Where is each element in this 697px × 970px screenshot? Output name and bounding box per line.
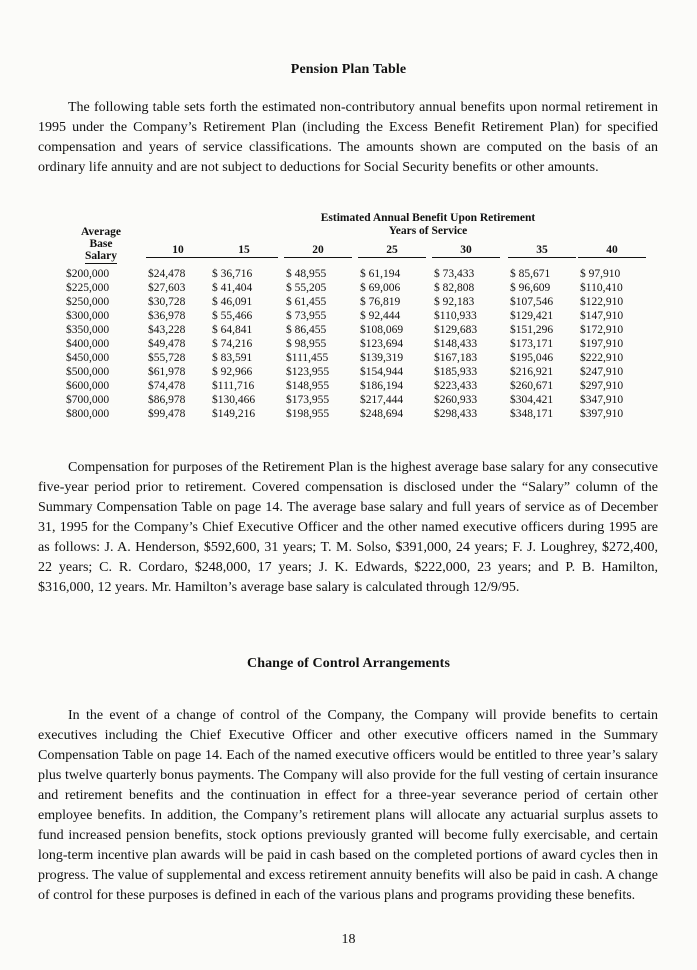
benefit-cell: $129,683: [434, 324, 478, 336]
benefit-cell: $260,671: [510, 380, 554, 392]
benefit-cell: $ 73,955: [286, 310, 327, 322]
salary-cell: $700,000: [66, 394, 110, 406]
benefit-cell: $ 41,404: [212, 282, 253, 294]
table-row: [38, 268, 660, 282]
benefit-cell: $ 97,910: [580, 268, 621, 280]
salary-cell: $450,000: [66, 352, 110, 364]
benefit-cell: $216,921: [510, 366, 554, 378]
years-column-header: 25: [358, 244, 426, 258]
benefit-cell: $24,478: [148, 268, 186, 280]
benefit-cell: $ 64,841: [212, 324, 253, 336]
benefit-cell: $ 92,444: [360, 310, 401, 322]
benefit-cell: $86,978: [148, 394, 186, 406]
benefit-cell: $ 92,966: [212, 366, 253, 378]
benefit-cell: $110,933: [434, 310, 477, 322]
benefit-cell: $61,978: [148, 366, 186, 378]
years-column-header: 30: [432, 244, 500, 258]
pension-intro-paragraph: The following table sets forth the estimated non-contributory annual benefits upon normal retirement in 1995 under the Company’s Retirement Plan (including the Excess Benefit Retirement Plan) for specified compensation and years of service classifications. The amounts shown are computed on the basis of an ordinary life annuity and are not subject to deductions for Social Security benefits or other amounts.: [38, 100, 658, 175]
salary-column-header: [66, 226, 136, 264]
benefit-cell: $151,296: [510, 324, 554, 336]
table-row: [38, 338, 660, 352]
benefit-cell: $49,478: [148, 338, 186, 350]
benefit-cell: $ 48,955: [286, 268, 327, 280]
table-row: [38, 296, 660, 310]
benefit-cell: $173,171: [510, 338, 554, 350]
salary-cell: $400,000: [66, 338, 110, 350]
benefit-cell: $ 61,194: [360, 268, 401, 280]
benefit-cell: $ 86,455: [286, 324, 327, 336]
benefit-cell: $ 83,591: [212, 352, 253, 364]
benefit-cell: $172,910: [580, 324, 624, 336]
benefit-cell: $ 55,205: [286, 282, 327, 294]
benefit-cell: $ 73,433: [434, 268, 475, 280]
table-row: [38, 394, 660, 408]
pension-plan-heading: Pension Plan Table: [290, 62, 407, 77]
table-row: [38, 310, 660, 324]
salary-cell: $300,000: [66, 310, 110, 322]
benefit-cell: $110,410: [580, 282, 623, 294]
benefit-cell: $149,216: [212, 408, 256, 420]
benefit-cell: $ 98,955: [286, 338, 327, 350]
benefit-cell: $ 55,466: [212, 310, 253, 322]
benefit-cell: $107,546: [510, 296, 554, 308]
table-row: [38, 282, 660, 296]
benefit-cell: $43,228: [148, 324, 186, 336]
salary-header-line: Salary: [85, 250, 117, 262]
benefit-cell: $397,910: [580, 408, 624, 420]
compensation-paragraph: Compensation for purposes of the Retirement Plan is the highest average base salary for any consecutive five-year period prior to retirement. Covered compensation is disclosed under the “Salary” column of the Summary Compensation Table on page 14. The average base salary and full years of service as of December 31, 1995 for the Company’s Chief Executive Officer and the other named executive officers during 1995 are as follows: J. A. Henderson, $592,600, 31 years; T. M. Solso, $391,000, 24 years; F. J. Loughrey, $272,400, 22 years; C. R. Cordaro, $248,000, 17 years; J. K. Edwards, $222,000, 23 years; and P. B. Hamilton, $316,000, 12 years. Mr. Hamilton’s average base salary is calculated through 12/9/95.: [38, 460, 658, 595]
change-of-control-paragraph: In the event of a change of control of the Company, the Company will provide benefits to certain executives including the Chief Executive Officer and other executive officers named in the Summary Compensation Table on page 14. Each of the named executive officers would be entitled to three year’s salary plus twelve quarterly bonus payments. The Company will also provide for the full vesting of certain insurance and retirement benefits and the continuation in effect for a three-year severance period of certain other employee benefits. In addition, the Company’s retirement plans will allocate any actuarial surplus assets to fund increased pension benefits, stock options previously granted will become fully exercisable, and certain long-term incentive plan awards will be paid in cash based on the completed portions of award cycles then in progress. The value of supplemental and excess retirement annuity benefits will also be paid in cash. A change of control for these purposes is defined in each of the various plans and programs providing these benefits.: [38, 708, 658, 903]
benefit-cell: $123,955: [286, 366, 330, 378]
benefit-cell: $154,944: [360, 366, 404, 378]
benefit-cell: $198,955: [286, 408, 330, 420]
benefit-cell: $173,955: [286, 394, 330, 406]
benefit-cell: $27,603: [148, 282, 186, 294]
years-column-header: 40: [578, 244, 646, 258]
table-caption-line1: Estimated Annual Benefit Upon Retirement: [320, 212, 536, 224]
benefit-cell: $99,478: [148, 408, 186, 420]
benefit-cell: $ 74,216: [212, 338, 253, 350]
benefit-cell: $167,183: [434, 352, 478, 364]
benefit-cell: $ 96,609: [510, 282, 551, 294]
benefit-cell: $298,433: [434, 408, 478, 420]
benefit-cell: $ 46,091: [212, 296, 253, 308]
benefit-cell: $185,933: [434, 366, 478, 378]
table-row: [38, 352, 660, 366]
benefit-cell: $260,933: [434, 394, 478, 406]
benefit-cell: $ 92,183: [434, 296, 475, 308]
benefit-cell: $122,910: [580, 296, 624, 308]
salary-cell: $800,000: [66, 408, 110, 420]
salary-header-line: Average: [80, 226, 121, 238]
table-row: [38, 366, 660, 380]
salary-cell: $200,000: [66, 268, 110, 280]
salary-cell: $225,000: [66, 282, 110, 294]
benefit-cell: $148,433: [434, 338, 478, 350]
salary-cell: $250,000: [66, 296, 110, 308]
benefit-cell: $129,421: [510, 310, 554, 322]
salary-cell: $500,000: [66, 366, 110, 378]
benefit-cell: $139,319: [360, 352, 404, 364]
years-column-header: 15: [210, 244, 278, 258]
benefit-cell: $347,910: [580, 394, 624, 406]
benefit-cell: $ 85,671: [510, 268, 551, 280]
years-column-header: 10: [146, 244, 210, 258]
salary-cell: $350,000: [66, 324, 110, 336]
benefit-cell: $111,716: [212, 380, 255, 392]
benefit-cell: $ 69,006: [360, 282, 401, 294]
benefit-cell: $304,421: [510, 394, 554, 406]
benefit-cell: $195,046: [510, 352, 554, 364]
benefit-cell: $248,694: [360, 408, 404, 420]
table-row: [38, 324, 660, 338]
benefit-cell: $348,171: [510, 408, 554, 420]
table-row: [38, 380, 660, 394]
table-caption: [198, 212, 658, 238]
benefit-cell: $123,694: [360, 338, 404, 350]
page-number: 18: [341, 932, 356, 947]
benefit-cell: $108,069: [360, 324, 404, 336]
benefit-cell: $186,194: [360, 380, 404, 392]
benefit-cell: $147,910: [580, 310, 624, 322]
change-of-control-heading: Change of Control Arrangements: [246, 656, 450, 671]
benefit-cell: $148,955: [286, 380, 330, 392]
benefit-cell: $217,444: [360, 394, 404, 406]
benefit-cell: $36,978: [148, 310, 186, 322]
years-column-header: 35: [508, 244, 576, 258]
benefit-cell: $ 61,455: [286, 296, 327, 308]
benefit-cell: $297,910: [580, 380, 624, 392]
table-row: [38, 408, 660, 422]
benefit-cell: $55,728: [148, 352, 186, 364]
salary-cell: $600,000: [66, 380, 110, 392]
benefit-cell: $222,910: [580, 352, 624, 364]
benefit-cell: $ 82,808: [434, 282, 475, 294]
benefit-cell: $ 36,716: [212, 268, 253, 280]
table-caption-line2: Years of Service: [388, 225, 468, 237]
benefit-cell: $197,910: [580, 338, 624, 350]
benefit-cell: $74,478: [148, 380, 186, 392]
benefit-cell: $111,455: [286, 352, 329, 364]
benefit-cell: $223,433: [434, 380, 478, 392]
years-column-header: 20: [284, 244, 352, 258]
salary-header-line: Base: [89, 238, 113, 250]
benefit-cell: $ 76,819: [360, 296, 401, 308]
benefit-cell: $30,728: [148, 296, 186, 308]
benefit-cell: $130,466: [212, 394, 256, 406]
benefit-cell: $247,910: [580, 366, 624, 378]
